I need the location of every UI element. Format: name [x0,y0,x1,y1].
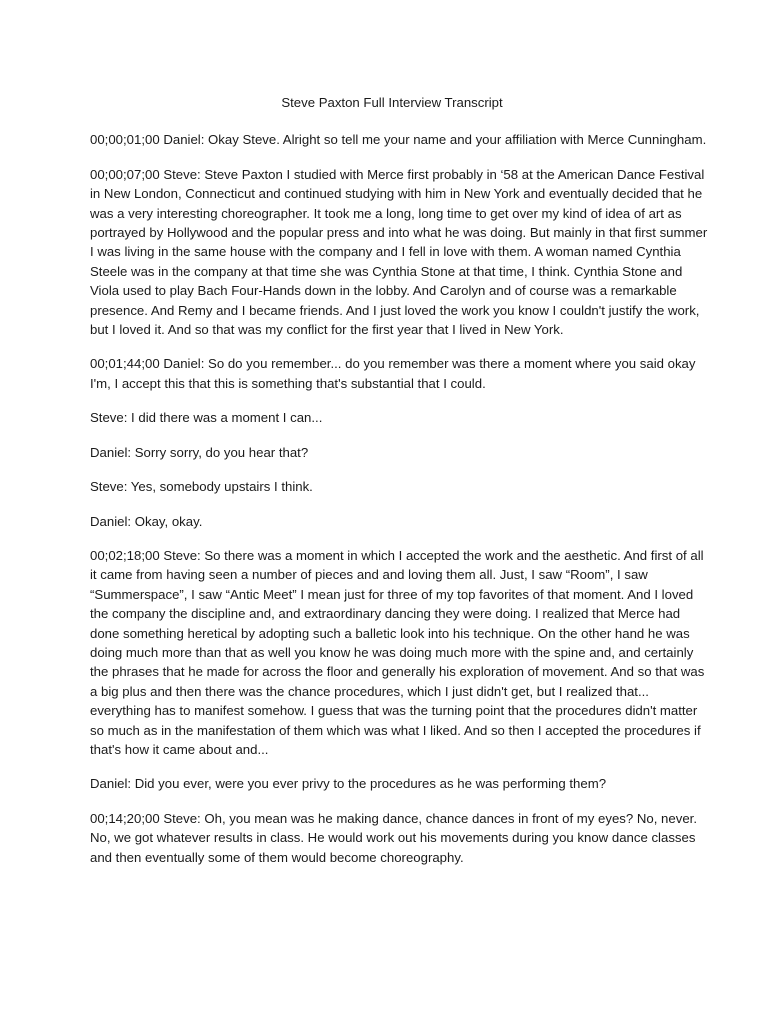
transcript-paragraph-1: 00;00;01;00 Daniel: Okay Steve. Alright so tell me your name and your affiliation with Merce Cunningham. [90,132,707,148]
transcript-paragraph-10: 00;14;20;00 Steve: Oh, you mean was he making dance, chance dances in front of my eyes? No, never. No, we got whatever results in class. He would work out his movements during you know dance classes and then eventually some of them would become choreography. [90,810,697,865]
transcript-paragraph-2: 00;00;07;00 Steve: Steve Paxton I studied with Merce first probably in ‘58 at the American Dance Festival in New London, Connecticut and continued studying with him in New York and eventually decided that he was a very interesting choreographer. It took me a long, long time to get over my kind of idea of art as portrayed by Hollywood and the popular press and into what he was doing. But mainly in that first summer I was living in the same house with the company and I fell in love with them. A woman named Cynthia Steele was in the company at that time she was Cynthia Stone at that time, I think. Cynthia Stone and Viola used to play Bach Four-Hands down in the lobby. And Carolyn and of course was a remarkable presence. And Remy and I became friends. And I just loved the work you know I couldn't justify the work, but I loved it. And so that was my conflict for the first year that I lived in New York. [90,166,708,338]
transcript-paragraph-4: Steve: I did there was a moment I can... [90,410,323,426]
transcript-paragraph-6: Steve: Yes, somebody upstairs I think. [90,479,313,495]
transcript-paragraph-9: Daniel: Did you ever, were you ever privy to the procedures as he was performing them? [90,776,607,792]
document-title: Steve Paxton Full Interview Transcript [281,95,503,110]
transcript-paragraph-3: 00;01;44;00 Daniel: So do you remember... do you remember was there a moment where you said okay I'm, I accept this that this is something that's substantial that I could. [90,356,696,391]
transcript-paragraph-8: 00;02;18;00 Steve: So there was a moment in which I accepted the work and the aesthetic. And first of all it came from having seen a number of pieces and and loving them all. Just, I saw “Room”, I saw “Summerspace”, I saw “Antic Meet” I mean just for three of my top favorites of that moment. And I loved the company the discipline and, and extraordinary dancing they were doing. I realized that Merce had done something heretical by adopting such a balletic look into his technique. On the other hand he was doing much more than that as well you know he was doing much more with the spine and, and certainly the phrases that he made for across the floor and generally his exploration of movement. And so that was a big plus and then there was the chance procedures, which I just didn't get, but I realized that... everything has to manifest somehow. I guess that was the turning point that the procedures didn't matter so much as in the manifestation of them which was what I liked. And so then I accepted the procedures if that's how it came about and... [90,547,705,757]
transcript-paragraph-7: Daniel: Okay, okay. [90,513,203,529]
transcript-paragraph-5: Daniel: Sorry sorry, do you hear that? [90,444,309,460]
